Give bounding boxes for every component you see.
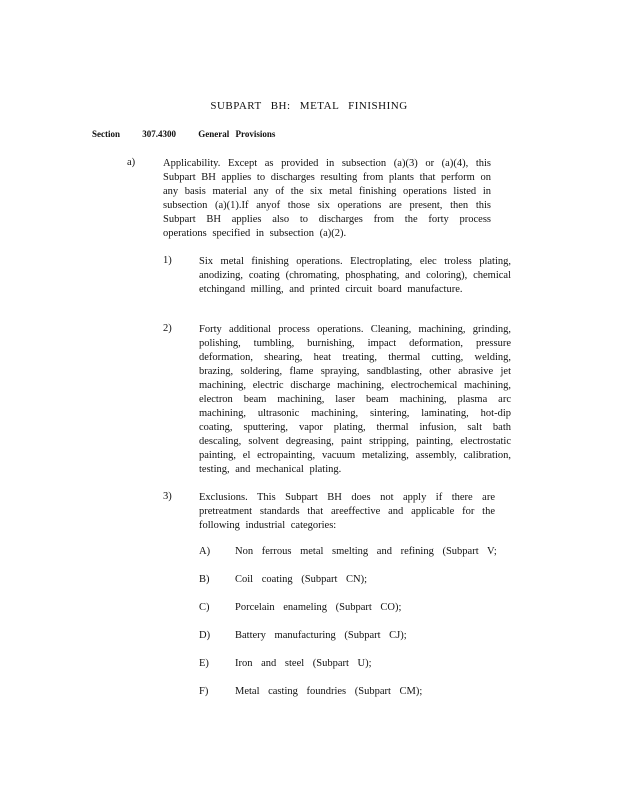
exclusion-letter: D) xyxy=(199,630,211,641)
subclause-2-text: Forty additional process operations. Cleaning, machining, grinding, polishing, tumbling, burnishing, impact deformation, pressure deformation, shearing, heat treating, thermal cutting, welding, brazing, soldering, flame spraying, sandblasting, other abrasive jet machining, electric discharge machining, electrochemical machining, electron beam machining, laser beam machining, plasma arc machining, ultrasonic machining, sintering, laminating, hot-dip coating, sputtering, vapor plating, thermal infusion, salt bath descaling, solvent degreasing, paint stripping, painting, electrostatic painting, el ectropainting, vacuum metalizing, assembly, calibration, testing, and mechanical plating. xyxy=(199,324,511,475)
subclause-3-text: Exclusions. This Subpart BH does not apply if there are pretreatment standards that areeffective and applicable for the following industrial categories: xyxy=(199,492,495,531)
section-title: General Provisions xyxy=(198,129,276,139)
exclusion-text: Non ferrous metal smelting and refining (Subpart V; xyxy=(235,546,497,557)
exclusion-text: Iron and steel (Subpart U); xyxy=(235,658,372,669)
exclusion-letter: A) xyxy=(199,546,211,557)
exclusion-letter: F) xyxy=(199,686,209,697)
subclause-1-text: Six metal finishing operations. Electroplating, elec troless plating, anodizing, coating (chromating, phosphating, and coloring), chemical etchingand milling, and printed circuit board manufacture. xyxy=(199,256,511,295)
section-heading xyxy=(92,129,291,139)
exclusion-letter: B) xyxy=(199,574,210,585)
exclusion-text: Metal casting foundries (Subpart CM); xyxy=(235,686,423,697)
clause-a-text: Applicability. Except as provided in subsection (a)(3) or (a)(4), this Subpart BH applies to discharges resulting from plants that perform on any basis material any of the six metal finishing operations listed in subsection (a)(1).If anyof those six operations are present, then this Subpart BH applies also to discharges from the forty process operations specified in subsection (a)(2). xyxy=(163,158,491,239)
exclusion-text: Porcelain enameling (Subpart CO); xyxy=(235,602,402,613)
page-title: SUBPART BH: METAL FINISHING xyxy=(210,100,408,112)
clause-a-marker: a) xyxy=(127,157,136,168)
subclause-3-marker: 3) xyxy=(163,491,172,502)
exclusion-text: Battery manufacturing (Subpart CJ); xyxy=(235,630,407,641)
section-number: 307.4300 xyxy=(142,129,176,139)
exclusion-letter: C) xyxy=(199,602,210,613)
exclusion-text: Coil coating (Subpart CN); xyxy=(235,574,368,585)
exclusion-letter: E) xyxy=(199,658,209,669)
section-label: Section xyxy=(92,129,120,139)
subclause-2-marker: 2) xyxy=(163,323,172,334)
subclause-1-marker: 1) xyxy=(163,255,172,266)
